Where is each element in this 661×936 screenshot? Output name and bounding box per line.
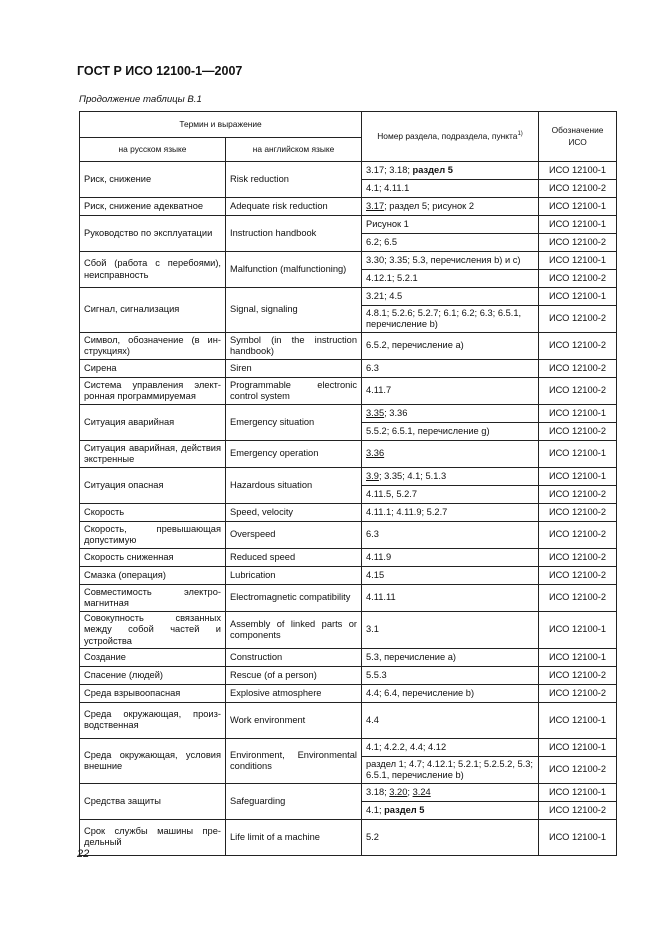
iso-designation: ИСО 12100-2 (539, 522, 617, 549)
iso-designation: ИСО 12100-2 (539, 333, 617, 360)
table-row (80, 783, 617, 801)
section-ref: 5.3, перечисление a) (362, 648, 539, 666)
table-row (80, 612, 617, 649)
section-ref: Рисунок 1 (362, 216, 539, 234)
section-ref: 6.3 (362, 522, 539, 549)
iso-designation: ИСО 12100-2 (539, 504, 617, 522)
term-ru: Смазка (операция) (80, 567, 226, 585)
section-ref: 5.5.2; 6.5.1, перечисление g) (362, 423, 539, 441)
section-ref: 4.11.7 (362, 378, 539, 405)
term-ru: Скорость (80, 504, 226, 522)
section-ref: 3.30; 3.35; 5.3, перечисления b) и c) (362, 252, 539, 270)
section-ref: 5.5.3 (362, 666, 539, 684)
table-row (80, 666, 617, 684)
term-en: Overspeed (226, 522, 362, 549)
section-ref: 4.15 (362, 567, 539, 585)
table-row (80, 702, 617, 738)
term-en: Malfunction (malfunctioning) (226, 252, 362, 288)
term-en: Emergency operation (226, 441, 362, 468)
term-ru: Система управления электронная программируемая (80, 378, 226, 405)
term-en: Siren (226, 360, 362, 378)
term-ru: Риск, снижение адекватное (80, 198, 226, 216)
iso-designation: ИСО 12100-1 (539, 468, 617, 486)
table-row (80, 504, 617, 522)
iso-designation: ИСО 12100-2 (539, 378, 617, 405)
section-ref: 4.8.1; 5.2.6; 5.2.7; 6.1; 6.2; 6.3; 6.5.1, перечисление b) (362, 306, 539, 333)
iso-designation: ИСО 12100-2 (539, 801, 617, 819)
iso-designation: ИСО 12100-2 (539, 486, 617, 504)
iso-designation: ИСО 12100-1 (539, 216, 617, 234)
section-ref: 3.17; 3.18; раздел 5 (362, 162, 539, 180)
section-ref: 3.21; 4.5 (362, 288, 539, 306)
term-en: Adequate risk reduction (226, 198, 362, 216)
term-en: Environment, Environmental conditions (226, 738, 362, 783)
iso-designation: ИСО 12100-2 (539, 234, 617, 252)
en-column-header: на английском языке (226, 138, 362, 162)
iso-designation: ИСО 12100-2 (539, 585, 617, 612)
table-row (80, 198, 617, 216)
term-ru: Скорость сниженная (80, 549, 226, 567)
table-row (80, 819, 617, 855)
term-en: Construction (226, 648, 362, 666)
term-en: Rescue (of a person) (226, 666, 362, 684)
term-ru: Сигнал, сигнализация (80, 288, 226, 333)
table-row (80, 288, 617, 306)
iso-designation: ИСО 12100-1 (539, 819, 617, 855)
page-number: 22 (77, 848, 90, 860)
iso-designation: ИСО 12100-2 (539, 684, 617, 702)
designation-header: Обозначение ИСО (539, 112, 617, 162)
term-en: Risk reduction (226, 162, 362, 198)
iso-designation: ИСО 12100-1 (539, 783, 617, 801)
section-ref: 4.1; раздел 5 (362, 801, 539, 819)
term-en: Assembly of linked parts or components (226, 612, 362, 649)
table-row (80, 216, 617, 234)
table-row (80, 162, 617, 180)
terms-table (79, 111, 617, 856)
iso-designation: ИСО 12100-1 (539, 252, 617, 270)
iso-designation: ИСО 12100-2 (539, 180, 617, 198)
section-ref: 3.17; раздел 5; рисунок 2 (362, 198, 539, 216)
table-row (80, 684, 617, 702)
term-ru: Руководство по эксплуатации (80, 216, 226, 252)
document-header: ГОСТ Р ИСО 12100-1—2007 (77, 64, 243, 78)
table-caption: Продолжение таблицы В.1 (79, 94, 202, 105)
section-ref: 4.4; 6.4, перечисление b) (362, 684, 539, 702)
iso-designation: ИСО 12100-2 (539, 666, 617, 684)
iso-designation: ИСО 12100-2 (539, 270, 617, 288)
term-en: Hazardous situation (226, 468, 362, 504)
iso-designation: ИСО 12100-2 (539, 756, 617, 783)
section-ref: 4.4 (362, 702, 539, 738)
term-ru: Спасение (людей) (80, 666, 226, 684)
term-en: Instruction handbook (226, 216, 362, 252)
term-en: Safeguarding (226, 783, 362, 819)
section-ref: 3.9; 3.35; 4.1; 5.1.3 (362, 468, 539, 486)
iso-designation: ИСО 12100-2 (539, 360, 617, 378)
terms-header: Термин и выражение (80, 112, 362, 138)
term-ru: Сбой (работа с перебоями), неисправность (80, 252, 226, 288)
iso-designation: ИСО 12100-2 (539, 306, 617, 333)
term-ru: Ситуация опасная (80, 468, 226, 504)
term-ru: Символ, обозначение (в инструкциях) (80, 333, 226, 360)
term-ru: Среда взрывоопасная (80, 684, 226, 702)
term-en: Programmable electronic control system (226, 378, 362, 405)
section-ref: 4.11.1; 4.11.9; 5.2.7 (362, 504, 539, 522)
iso-designation: ИСО 12100-1 (539, 702, 617, 738)
table-row (80, 522, 617, 549)
section-ref: 6.3 (362, 360, 539, 378)
section-ref: 6.2; 6.5 (362, 234, 539, 252)
table-row (80, 252, 617, 270)
section-ref: 4.11.11 (362, 585, 539, 612)
term-en: Lubrication (226, 567, 362, 585)
term-ru: Средства защиты (80, 783, 226, 819)
term-ru: Срок службы машины предельный (80, 819, 226, 855)
iso-designation: ИСО 12100-2 (539, 423, 617, 441)
table-row (80, 360, 617, 378)
table-row (80, 738, 617, 756)
term-ru: Среда окружающая, производственная (80, 702, 226, 738)
iso-designation: ИСО 12100-1 (539, 198, 617, 216)
table-row (80, 378, 617, 405)
table-row (80, 648, 617, 666)
table-row (80, 441, 617, 468)
table-row (80, 585, 617, 612)
section-ref: 3.35; 3.36 (362, 405, 539, 423)
section-ref: раздел 1; 4.7; 4.12.1; 5.2.1; 5.2.5.2, 5.3; 6.5.1, перечисление b) (362, 756, 539, 783)
iso-designation: ИСО 12100-1 (539, 738, 617, 756)
table-row (80, 333, 617, 360)
term-ru: Сирена (80, 360, 226, 378)
table-body (80, 162, 617, 856)
section-ref: 3.36 (362, 441, 539, 468)
section-ref: 4.11.5, 5.2.7 (362, 486, 539, 504)
section-header: Номер раздела, подраздела, пункта$^{1)}$ (362, 112, 539, 162)
iso-designation: ИСО 12100-1 (539, 648, 617, 666)
term-en: Electromagnetic compatibility (226, 585, 362, 612)
term-ru: Ситуация аварийная, действия экстренные (80, 441, 226, 468)
term-ru: Совокупность связанных между собой частей и устройства (80, 612, 226, 649)
term-en: Speed, velocity (226, 504, 362, 522)
term-en: Symbol (in the instruction handbook) (226, 333, 362, 360)
term-ru: Среда окружающая, условия внешние (80, 738, 226, 783)
term-en: Emergency situation (226, 405, 362, 441)
term-ru: Риск, снижение (80, 162, 226, 198)
table-row (80, 468, 617, 486)
term-ru: Совместимость электромагнитная (80, 585, 226, 612)
iso-designation: ИСО 12100-1 (539, 288, 617, 306)
iso-designation: ИСО 12100-2 (539, 567, 617, 585)
iso-designation: ИСО 12100-1 (539, 612, 617, 649)
term-ru: Создание (80, 648, 226, 666)
footnote-mark: 1) (517, 131, 523, 138)
section-ref: 3.1 (362, 612, 539, 649)
table-row (80, 567, 617, 585)
term-en: Life limit of a machine (226, 819, 362, 855)
section-ref: 4.11.9 (362, 549, 539, 567)
term-en: Reduced speed (226, 549, 362, 567)
iso-designation: ИСО 12100-1 (539, 441, 617, 468)
term-en: Signal, signaling (226, 288, 362, 333)
term-ru: Ситуация аварийная (80, 405, 226, 441)
iso-designation: ИСО 12100-2 (539, 549, 617, 567)
section-ref: 3.18; 3.20; 3.24 (362, 783, 539, 801)
table-row (80, 549, 617, 567)
term-en: Work environment (226, 702, 362, 738)
table-row (80, 405, 617, 423)
term-en: Explosive atmosphere (226, 684, 362, 702)
section-ref: 6.5.2, перечисление a) (362, 333, 539, 360)
section-ref: 5.2 (362, 819, 539, 855)
iso-designation: ИСО 12100-1 (539, 405, 617, 423)
term-ru: Скорость, превышающая допустимую (80, 522, 226, 549)
section-ref: 4.12.1; 5.2.1 (362, 270, 539, 288)
section-ref: 4.1; 4.11.1 (362, 180, 539, 198)
ru-column-header: на русском языке (80, 138, 226, 162)
section-ref: 4.1; 4.2.2, 4.4; 4.12 (362, 738, 539, 756)
iso-designation: ИСО 12100-1 (539, 162, 617, 180)
